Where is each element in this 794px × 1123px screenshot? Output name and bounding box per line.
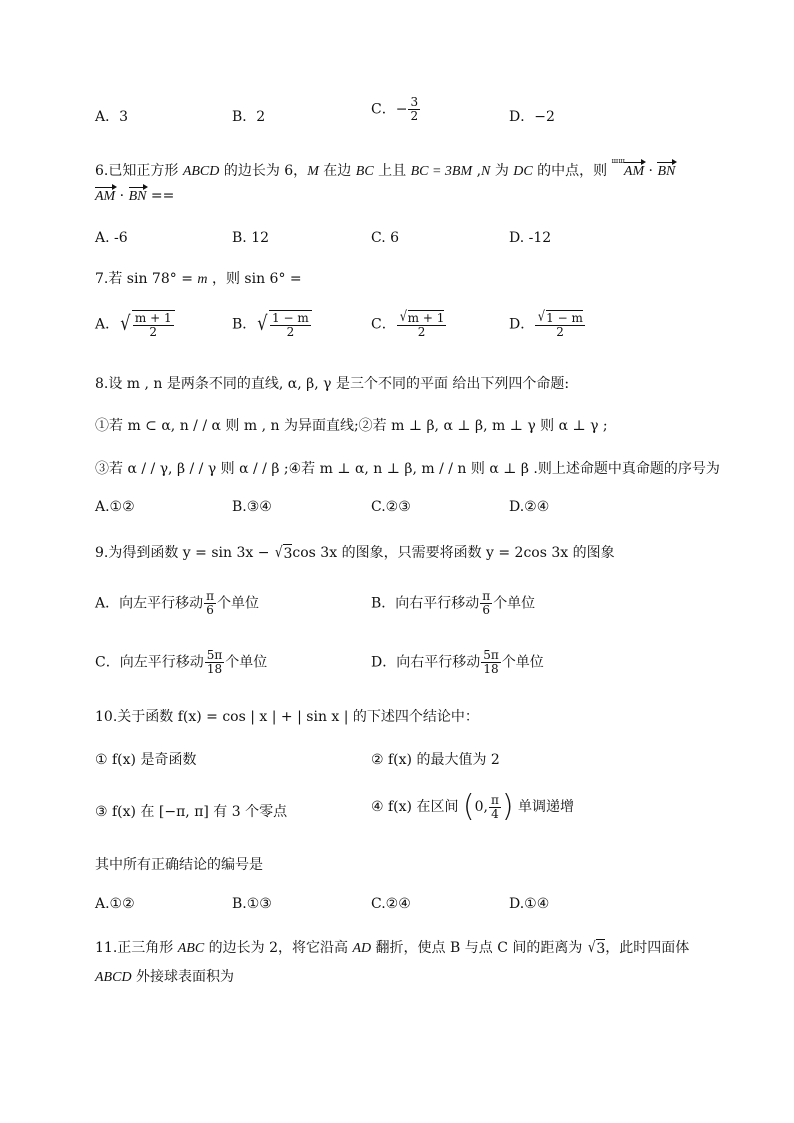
fraction-denominator: 18 bbox=[206, 662, 223, 676]
q6-text: 在边 bbox=[318, 163, 356, 179]
q9-text: cos 3x 的图象，只需要将函数 y = 2cos 3x 的图象 bbox=[292, 545, 615, 561]
sqrt-radicand: 3 bbox=[596, 941, 606, 957]
q9-text: 9.为得到函数 y = sin 3x − bbox=[95, 545, 274, 561]
q11-text: ，此时四面体 bbox=[605, 940, 690, 956]
sqrt-symbol: √ 3 bbox=[274, 543, 293, 562]
interval-start: 0, bbox=[474, 799, 488, 815]
fraction-numerator: m + 1 bbox=[407, 311, 445, 325]
q6-text: 的边长为 6， bbox=[219, 163, 308, 179]
option-text: 个单位 bbox=[217, 595, 260, 612]
q7-option-b[interactable] bbox=[232, 310, 312, 339]
q10-option-c[interactable]: C.②④ bbox=[371, 896, 411, 912]
sqrt-symbol: √ $\frac{1 - m}{2}$ bbox=[256, 310, 311, 339]
q9-option-b[interactable] bbox=[371, 590, 535, 617]
q9-option-a[interactable] bbox=[95, 590, 259, 617]
q6-stem-line2 bbox=[95, 187, 174, 205]
option-label: D． bbox=[509, 316, 535, 333]
q10-statement-4 bbox=[371, 789, 575, 824]
option-text: A．向左平行移动 bbox=[95, 595, 204, 612]
sqrt-radicand: 3 bbox=[283, 546, 293, 562]
q10-option-b[interactable]: B.①③ bbox=[232, 896, 272, 912]
fraction-denominator: 2 bbox=[286, 325, 295, 339]
vector-am: AM bbox=[623, 164, 645, 179]
q10-statement-1: ① f(x) 是奇函数 bbox=[95, 752, 197, 768]
fraction-numerator: π bbox=[482, 589, 491, 603]
q11-var-ad: AD bbox=[352, 941, 372, 956]
fraction-numerator: 1 − m bbox=[272, 311, 309, 325]
q7-var-m: m bbox=[197, 272, 208, 287]
q10-statement-3: ③ f(x) 在 [−π, π] 有 3 个零点 bbox=[95, 804, 288, 820]
q9-option-c[interactable] bbox=[95, 649, 267, 676]
q7-stem bbox=[95, 268, 302, 288]
q6-equals: == bbox=[146, 188, 175, 204]
right-paren: ) bbox=[501, 789, 514, 824]
fraction-numerator: 5π bbox=[483, 648, 499, 662]
q8-stem-line1: 8.设 m , n 是两条不同的直线, α, β, γ 是三个不同的平面 给出下列四个命题: bbox=[95, 376, 570, 392]
q5-option-c-fraction bbox=[408, 96, 420, 123]
q6-var-n: N bbox=[481, 164, 491, 179]
option-text: B．向右平行移动 bbox=[371, 595, 480, 612]
q7-option-c[interactable] bbox=[371, 310, 447, 339]
option-text: 个单位 bbox=[493, 595, 536, 612]
q7-option-a[interactable] bbox=[95, 310, 175, 339]
fraction-numerator: m + 1 bbox=[134, 311, 172, 325]
fraction-numerator: 5π bbox=[206, 648, 223, 662]
q10-statement-2: ② f(x) 的最大值为 2 bbox=[371, 752, 500, 768]
option-text: 个单位 bbox=[225, 654, 268, 671]
q8-option-d[interactable]: D.②④ bbox=[509, 499, 550, 515]
q7-text: 7.若 sin 78° = bbox=[95, 271, 198, 287]
q6-var-dc: DC bbox=[513, 164, 533, 179]
q10-option-a[interactable]: A.①② bbox=[95, 896, 135, 912]
fraction-numerator: 3 bbox=[410, 95, 419, 109]
option-fraction: √ 1 − m 2 bbox=[535, 310, 585, 339]
statement-text: 单调递增 bbox=[513, 799, 575, 815]
q11-text: 外接球表面积为 bbox=[131, 969, 235, 985]
q5-option-b[interactable]: B．2 bbox=[232, 109, 266, 125]
q6-text: 的中点，则 bbox=[532, 163, 612, 179]
fraction-denominator: 2 bbox=[417, 325, 426, 339]
option-label: A． bbox=[95, 316, 120, 333]
q9-option-d[interactable] bbox=[371, 649, 544, 676]
q8-option-b[interactable]: B.③④ bbox=[232, 499, 272, 515]
q11-text: 的边长为 2，将它沿高 bbox=[204, 940, 353, 956]
q11-text: 翻折，使点 B 与点 C 间的距离为 bbox=[371, 940, 587, 956]
fraction-denominator: 18 bbox=[483, 662, 499, 676]
vector-bn: BN bbox=[657, 164, 676, 179]
q11-stem-line2 bbox=[95, 966, 234, 986]
fraction-numerator: π bbox=[490, 792, 499, 807]
q6-var-abcd: ABCD bbox=[182, 164, 220, 179]
fraction-numerator: π bbox=[206, 589, 215, 603]
q11-stem-line1 bbox=[95, 937, 689, 957]
option-text: D．向右平行移动 bbox=[371, 654, 481, 671]
fraction-denominator: 2 bbox=[149, 325, 158, 339]
q5-option-c[interactable] bbox=[371, 96, 421, 123]
q5-option-d[interactable]: D．−2 bbox=[509, 109, 555, 125]
fraction-denominator: 4 bbox=[491, 806, 499, 821]
q6-text: 6.已知正方形 bbox=[95, 163, 183, 179]
vector-bn: BN bbox=[128, 189, 147, 204]
q9-stem bbox=[95, 542, 615, 562]
sqrt-symbol: √ $\frac{m + 1}{2}$ bbox=[119, 310, 174, 339]
q6-var-bc: BC bbox=[355, 164, 374, 179]
q10-option-d[interactable]: D.①④ bbox=[509, 896, 550, 912]
sqrt-symbol: √ 3 bbox=[587, 938, 606, 957]
option-label: C． bbox=[371, 316, 396, 333]
q8-stem-line3: ③若 α / / γ, β / / γ 则 α / / β ;④若 m ⊥ α, n ⊥ β, m / / n 则 α ⊥ β .则上述命题中真命题的序号为 bbox=[95, 461, 720, 477]
left-paren: ( bbox=[462, 789, 475, 824]
fraction-denominator: 2 bbox=[410, 109, 419, 123]
q7-option-d[interactable] bbox=[509, 310, 586, 339]
option-label: B． bbox=[232, 316, 257, 333]
q6-equation: BC = 3BM bbox=[410, 164, 473, 179]
q8-option-a[interactable]: A.①② bbox=[95, 499, 135, 515]
q6-option-a[interactable]: A. -6 bbox=[95, 230, 128, 246]
q5-option-a[interactable]: A．3 bbox=[95, 109, 129, 125]
fraction-denominator: 6 bbox=[482, 603, 491, 617]
q6-stem-line1 bbox=[95, 157, 675, 180]
option-text: 个单位 bbox=[501, 654, 544, 671]
q6-text: , bbox=[472, 163, 482, 179]
fraction-denominator: 6 bbox=[206, 603, 214, 617]
q11-text: 11.正三角形 bbox=[95, 940, 178, 956]
q11-var-abcd: ABCD bbox=[95, 970, 132, 985]
q6-option-d[interactable]: D. -12 bbox=[509, 230, 552, 246]
dot-operator: · bbox=[644, 163, 658, 179]
q8-option-c[interactable]: C.②③ bbox=[371, 499, 411, 515]
vector-am: AM bbox=[95, 189, 116, 204]
q7-text: ，则 sin 6° = bbox=[207, 271, 302, 287]
q10-stem: 10.关于函数 f(x) = cos | x | + | sin x | 的下述四个结论中： bbox=[95, 709, 479, 725]
q6-var-m: M bbox=[307, 164, 319, 179]
q8-stem-line2: ①若 m ⊂ α, n / / α 则 m , n 为异面直线;②若 m ⊥ β, α ⊥ β, m ⊥ γ 则 α ⊥ γ ; bbox=[95, 418, 608, 434]
q6-text: 为 bbox=[490, 163, 514, 179]
q6-option-c[interactable]: C. 6 bbox=[371, 230, 400, 246]
q6-option-b[interactable]: B. 12 bbox=[232, 230, 270, 246]
option-fraction: √ m + 1 2 bbox=[397, 310, 447, 339]
fraction-denominator: 2 bbox=[556, 325, 564, 339]
q10-question: 其中所有正确结论的编号是 bbox=[95, 857, 263, 873]
dot-operator: · bbox=[115, 188, 129, 204]
q6-text: 上且 bbox=[373, 163, 411, 179]
q11-var-abc: ABC bbox=[177, 941, 205, 956]
q6-overline-marks: ш ш bbox=[611, 157, 624, 165]
option-text: C．向左平行移动 bbox=[95, 654, 204, 671]
q5-option-c-label: C．− bbox=[371, 101, 408, 118]
statement-text: ④ f(x) 在区间 bbox=[371, 799, 463, 815]
fraction-numerator: 1 − m bbox=[546, 311, 583, 325]
